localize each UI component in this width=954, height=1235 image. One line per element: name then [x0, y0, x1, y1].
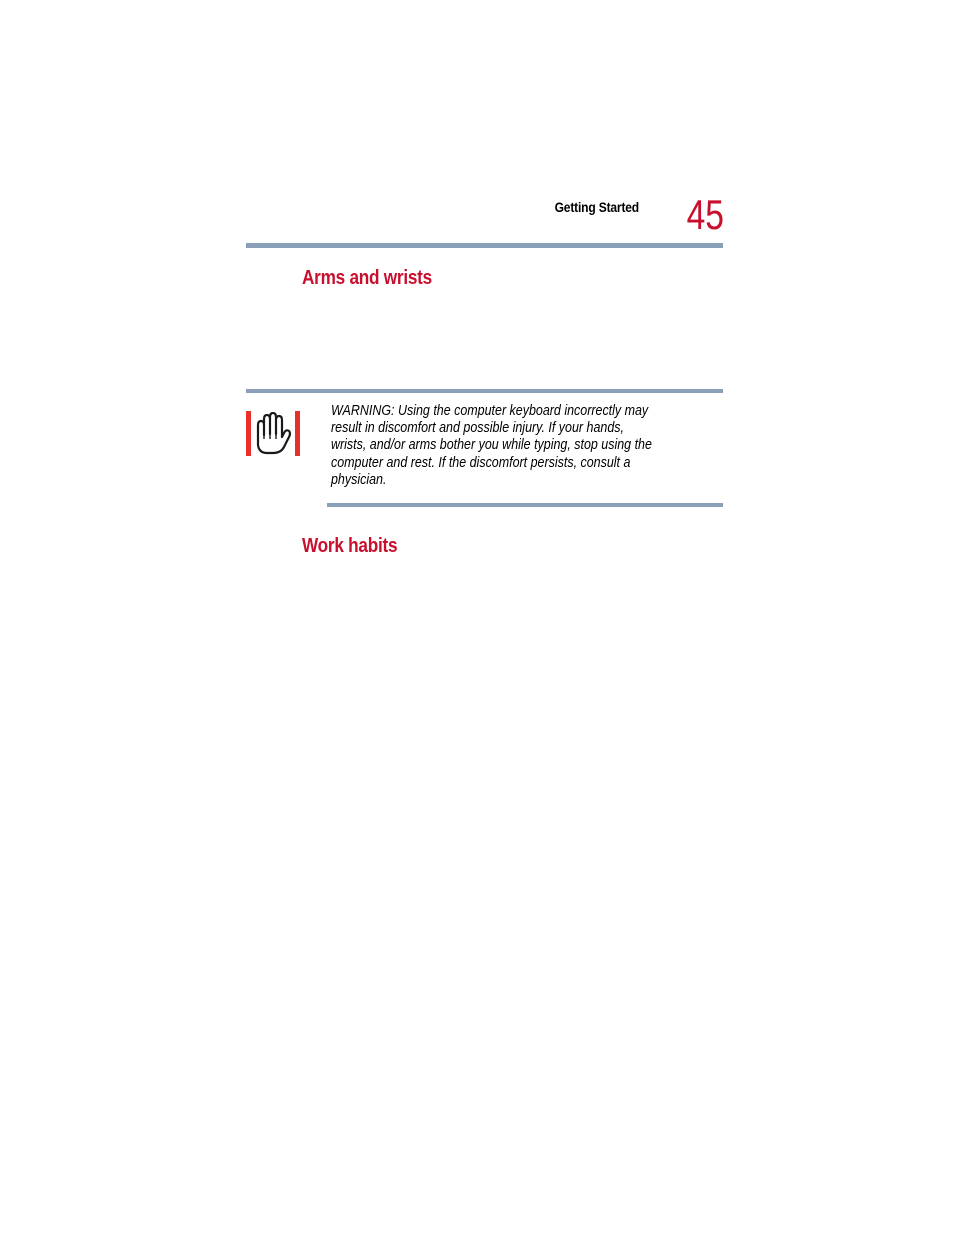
- stop-hand-icon: [246, 411, 300, 456]
- page-number: 45: [686, 191, 724, 238]
- section-heading-arms-and-wrists: Arms and wrists: [302, 267, 432, 289]
- warning-line: physician.: [331, 471, 387, 488]
- header-rule: [246, 243, 723, 248]
- warning-line: computer and rest. If the discomfort persists, consult a: [331, 454, 631, 471]
- section-heading-work-habits: Work habits: [302, 535, 398, 557]
- warning-text: [331, 403, 692, 489]
- warning-top-rule: [246, 389, 723, 393]
- warning-line: WARNING: Using the computer keyboard incorrectly may: [331, 403, 649, 419]
- warning-line: wrists, and/or arms bother you while typing, stop using the: [331, 437, 652, 454]
- running-header-title: Getting Started: [554, 199, 639, 215]
- warning-line: result in discomfort and possible injury. If your hands,: [331, 420, 624, 437]
- warning-bottom-rule: [327, 503, 723, 507]
